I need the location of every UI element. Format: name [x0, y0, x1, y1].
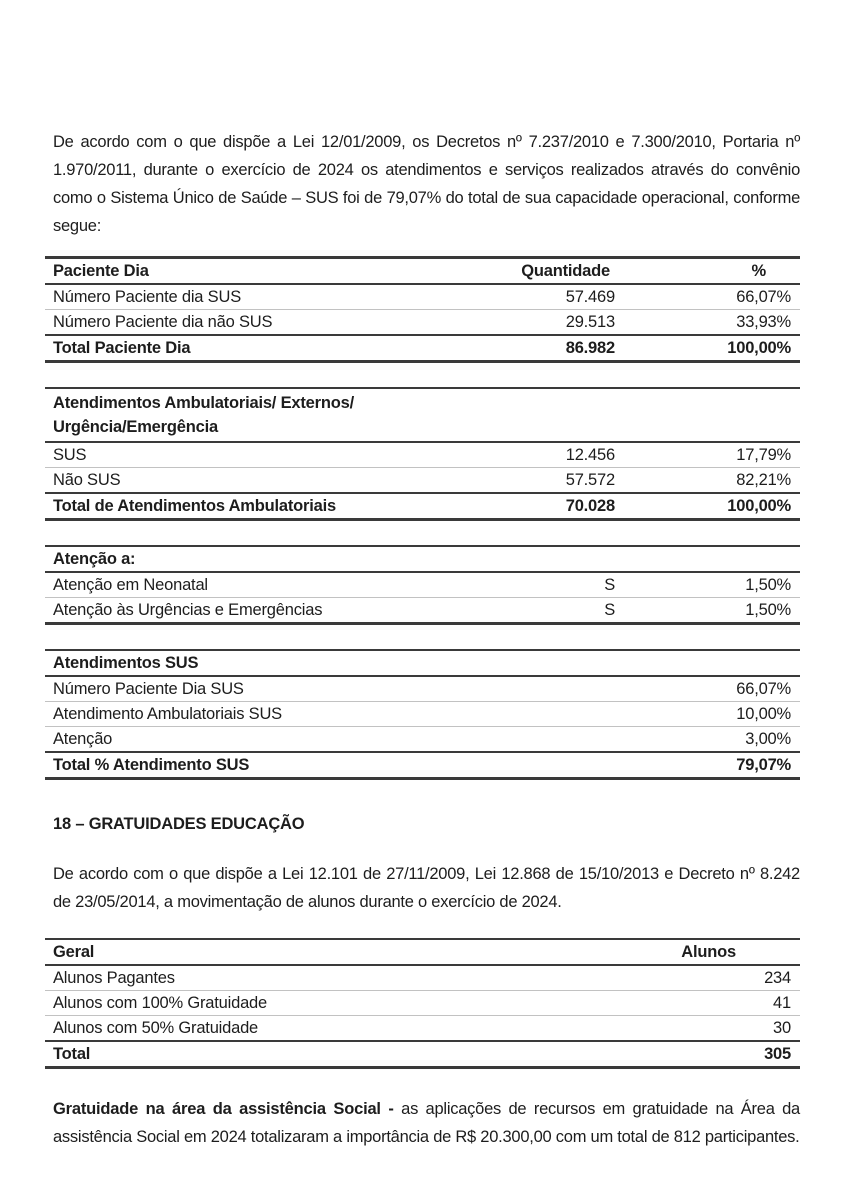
- row-label: Número Paciente dia não SUS: [53, 313, 273, 331]
- atendimentos-sus-header-cell: Atendimentos SUS: [53, 654, 199, 672]
- row-percent: 17,79%: [736, 446, 792, 464]
- table-row: [45, 598, 800, 624]
- section-heading: 18 – GRATUIDADES EDUCAÇÃO: [53, 815, 305, 833]
- total-percent: 100,00%: [727, 339, 791, 357]
- row-count: 41: [773, 994, 791, 1012]
- column-header-geral: Geral: [53, 943, 95, 961]
- row-label: Alunos com 100% Gratuidade: [53, 994, 268, 1012]
- ambulatoriais-table: [45, 387, 800, 521]
- total-label: Total: [53, 1045, 91, 1063]
- row-flag: S: [604, 601, 615, 619]
- header-line-2: Urgência/Emergência: [53, 418, 218, 436]
- atencao-table: [45, 545, 800, 625]
- gratuidade-paragraph-text: as aplicações de recursos em gratuidade na Área da assistência Social em 2024 totalizaram a importância de R$ 20.300,00 com um total de 812 participantes.: [53, 1100, 800, 1146]
- gratuidade-paragraph: [45, 1095, 800, 1151]
- row-label: Número Paciente dia SUS: [53, 288, 241, 306]
- atendimentos-sus-header-row: [45, 650, 800, 676]
- column-header-quantidade: Quantidade: [521, 262, 610, 280]
- atencao-header-cell: Atenção a:: [53, 550, 136, 568]
- educacao-paragraph: De acordo com o que dispõe a Lei 12.101 de 27/11/2009, Lei 12.868 de 15/10/2013 e Decreto nº 8.242 de 23/05/2014, a movimentação de alunos durante o exercício de 2024.: [53, 865, 800, 911]
- column-header-percent: %: [751, 262, 766, 280]
- row-label: Atenção às Urgências e Emergências: [53, 601, 323, 619]
- table-row: [45, 1016, 800, 1042]
- row-percent: 10,00%: [736, 705, 792, 723]
- total-percent: 100,00%: [727, 497, 792, 515]
- row-percent: 66,07%: [736, 288, 791, 306]
- total-label: Total Paciente Dia: [53, 339, 191, 357]
- total-label: Total de Atendimentos Ambulatoriais: [53, 497, 336, 515]
- table-total-row: [45, 752, 800, 779]
- total-label: Total % Atendimento SUS: [53, 756, 250, 774]
- total-count: 305: [764, 1045, 791, 1063]
- table-total-row: [45, 335, 800, 362]
- geral-header-row: [45, 939, 800, 965]
- column-header-alunos: Alunos: [681, 943, 736, 961]
- row-quantity: 57.572: [565, 471, 615, 489]
- row-label: SUS: [53, 446, 87, 464]
- geral-table: [45, 938, 800, 1069]
- row-quantity: 57.469: [565, 288, 615, 306]
- row-flag: S: [604, 576, 615, 594]
- row-label: Alunos com 50% Gratuidade: [53, 1019, 259, 1037]
- row-count: 30: [773, 1019, 791, 1037]
- header-line-1: Atendimentos Ambulatoriais/ Externos/: [53, 394, 354, 412]
- row-percent: 1,50%: [745, 601, 792, 619]
- row-label: Atenção: [53, 730, 113, 748]
- table-row: [45, 727, 800, 753]
- gratuidade-paragraph-bold-lead: Gratuidade na área da assistência Social -: [53, 1100, 394, 1118]
- total-quantity: 86.982: [565, 339, 615, 357]
- table-row: [45, 310, 800, 336]
- table-row: [45, 572, 800, 598]
- row-label: Atendimento Ambulatoriais SUS: [53, 705, 282, 723]
- row-label: Alunos Pagantes: [53, 969, 175, 987]
- table-row: [45, 468, 800, 494]
- row-percent: 1,50%: [745, 576, 792, 594]
- paciente-dia-header-row: [45, 258, 800, 285]
- table-total-row: [45, 1041, 800, 1068]
- intro-paragraph: De acordo com o que dispõe a Lei 12/01/2009, os Decretos nº 7.237/2010 e 7.300/2010, Portaria nº 1.970/2011, durante o exercício de 2024 os atendimentos e serviços realizados através do convênio como o Sistema Único de Saúde – SUS foi de 79,07% do total de sua capacidade operacional, conforme segue:: [53, 133, 800, 235]
- row-quantity: 29.513: [565, 313, 615, 331]
- table-row: [45, 991, 800, 1016]
- atendimentos-sus-table: [45, 649, 800, 780]
- row-label: Não SUS: [53, 471, 121, 489]
- row-count: 234: [764, 969, 791, 987]
- paciente-dia-table: [45, 256, 800, 363]
- row-label: Atenção em Neonatal: [53, 576, 208, 594]
- table-row: [45, 702, 800, 727]
- table-row: [45, 965, 800, 991]
- row-label: Número Paciente Dia SUS: [53, 680, 244, 698]
- atencao-header-row: [45, 546, 800, 572]
- row-percent: 66,07%: [736, 680, 792, 698]
- column-header-paciente-dia: Paciente Dia: [53, 262, 149, 280]
- row-quantity: 12.456: [565, 446, 615, 464]
- table-row: [45, 442, 800, 468]
- ambulatoriais-header-cell: [45, 388, 800, 442]
- row-percent: 82,21%: [736, 471, 792, 489]
- ambulatoriais-header-row: [45, 388, 800, 442]
- total-quantity: 70.028: [565, 497, 615, 515]
- total-percent: 79,07%: [736, 756, 792, 774]
- table-total-row: [45, 493, 800, 520]
- table-row: [45, 284, 800, 310]
- row-percent: 3,00%: [745, 730, 792, 748]
- table-row: [45, 676, 800, 702]
- row-percent: 33,93%: [736, 313, 791, 331]
